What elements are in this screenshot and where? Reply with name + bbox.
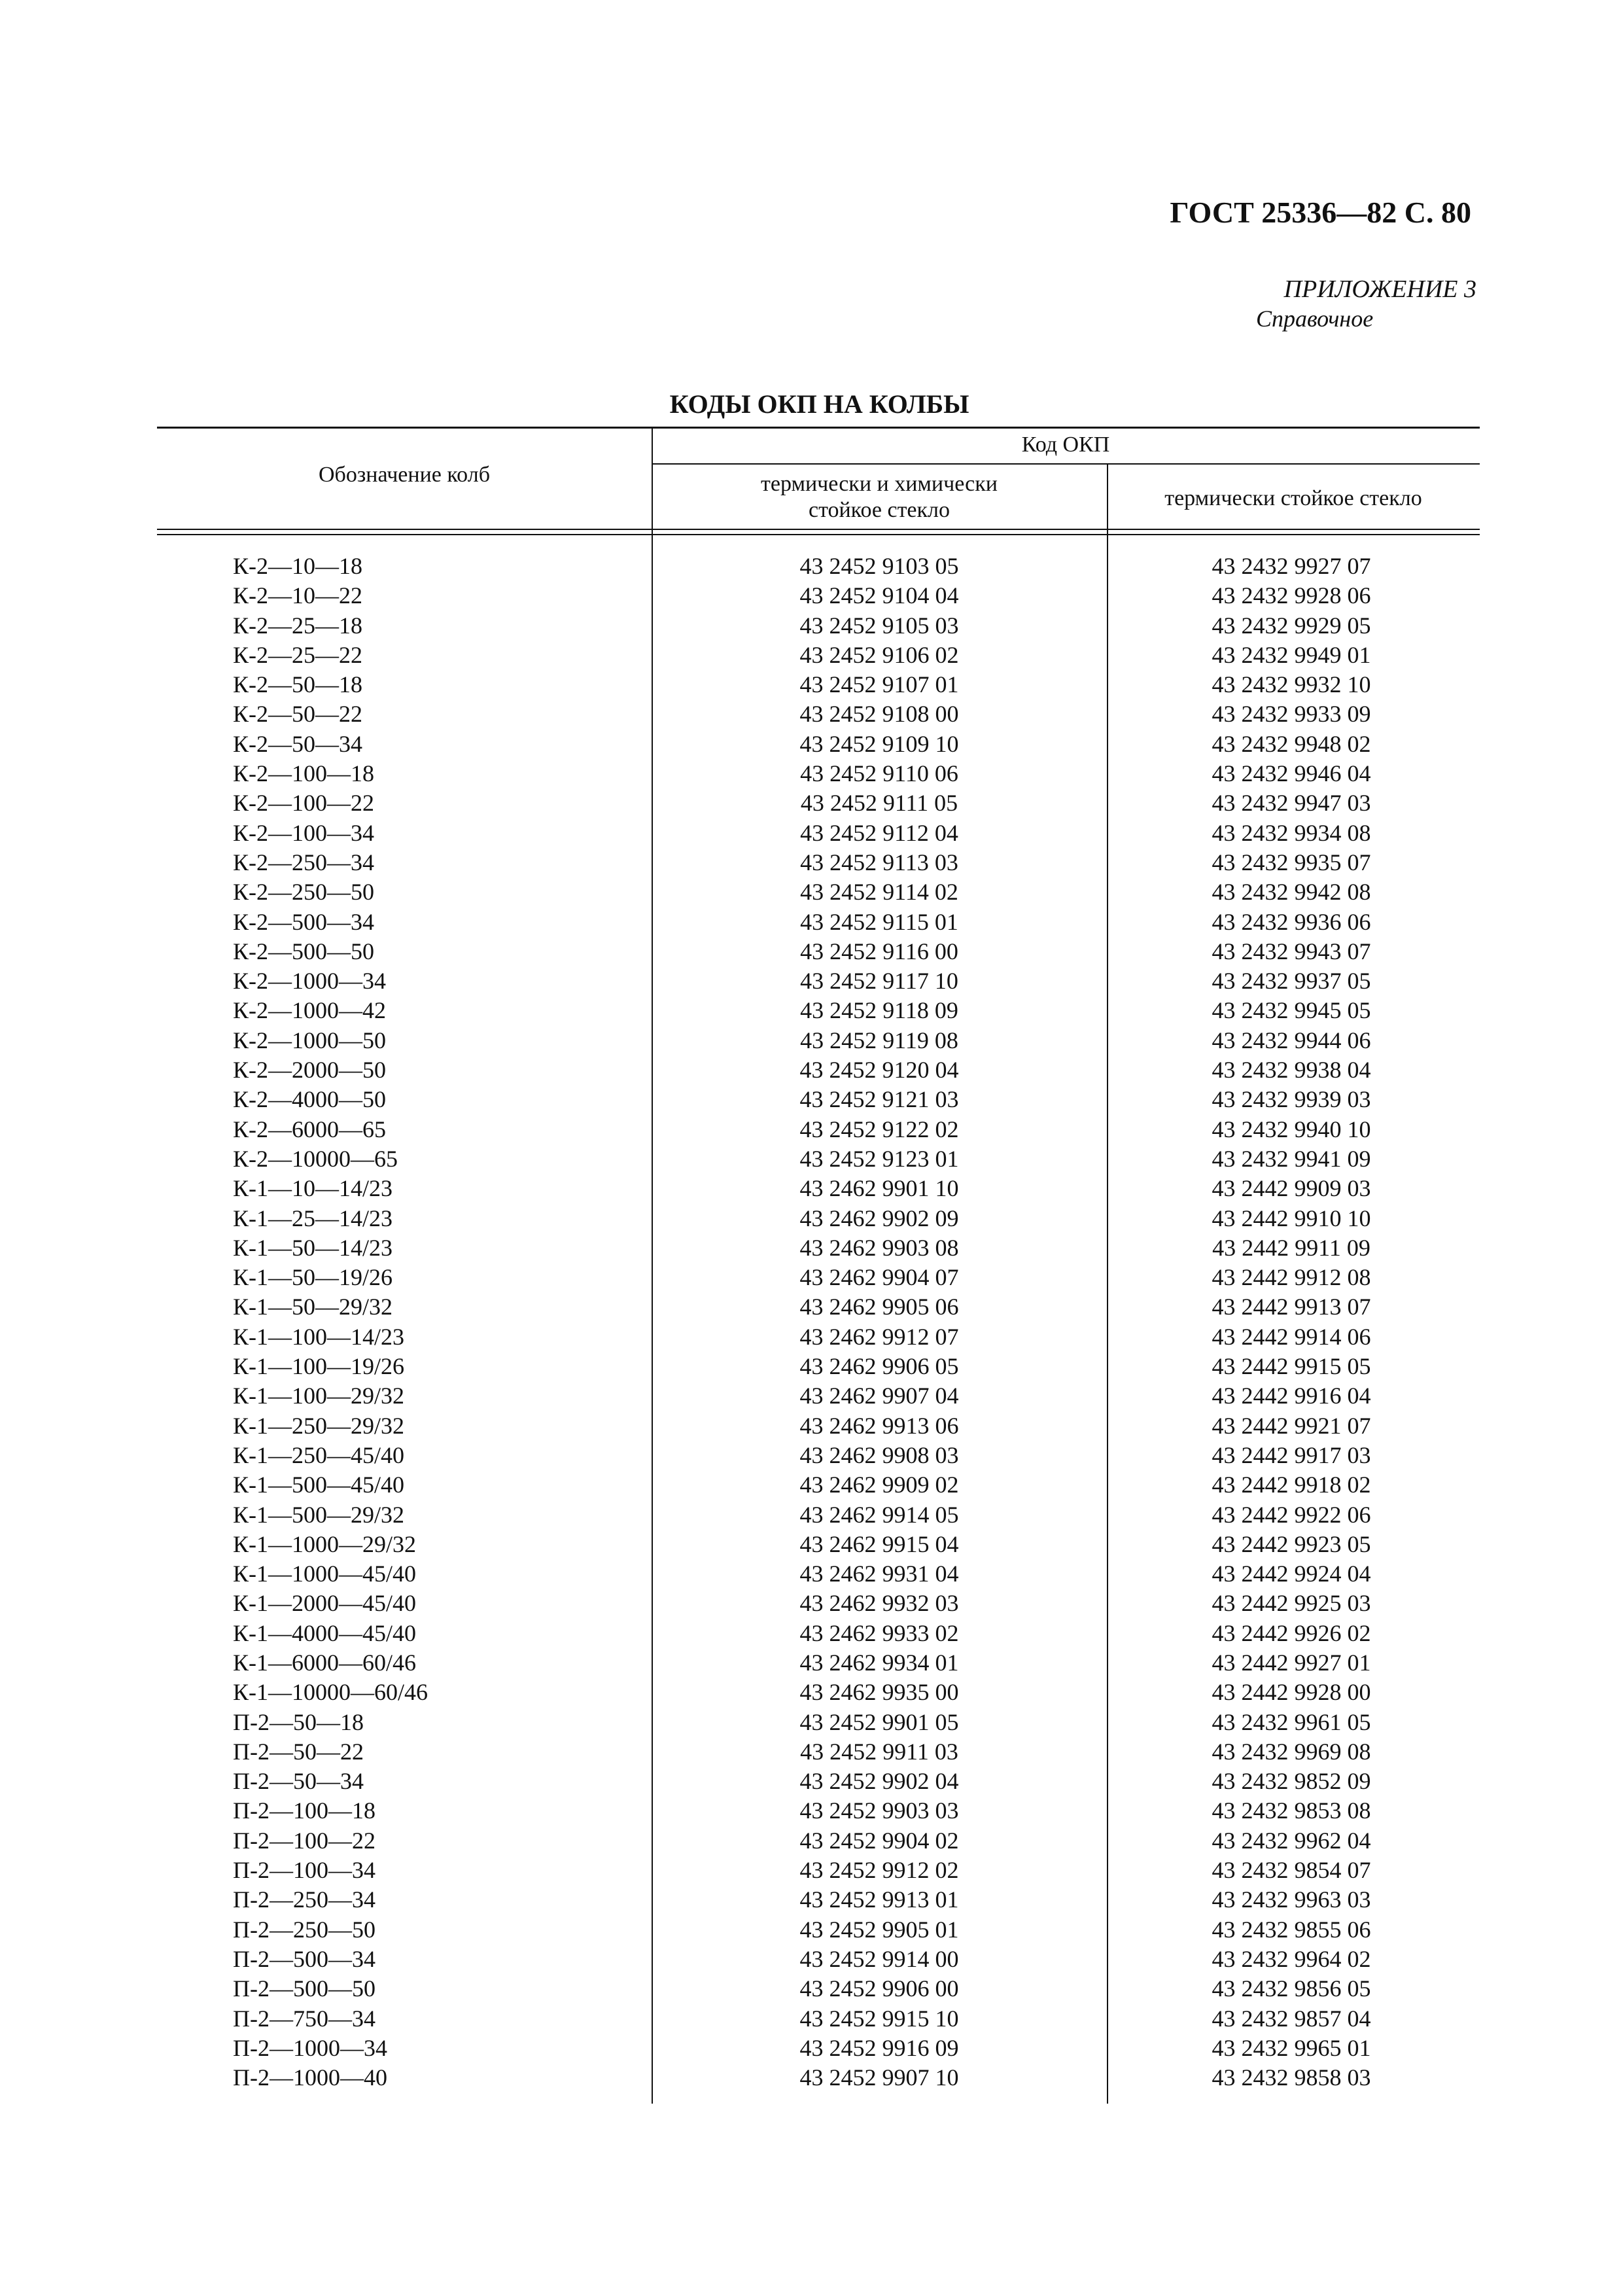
table-row [0,581,1623,610]
flask-designation: К-1—10000—60/46 [233,1679,428,1706]
okp-code-chem-resistant: 43 2462 9933 02 [799,1619,959,1646]
flask-designation: К-2—500—34 [233,908,374,935]
okp-code-thermal-resistant: 43 2442 9916 04 [1212,1383,1371,1409]
flask-designation: П-2—750—34 [233,2005,375,2032]
okp-code-thermal-resistant: 43 2432 9964 02 [1212,1945,1371,1972]
flask-designation: К-1—6000—60/46 [233,1649,417,1676]
table-row [0,1233,1623,1263]
header-okp-code: Код ОКП [1021,433,1110,457]
flask-designation: К-2—50—18 [233,671,362,698]
okp-code-thermal-resistant: 43 2432 9936 06 [1212,908,1371,935]
table-row [0,1055,1623,1085]
table-row [0,1648,1623,1678]
table-row [0,819,1623,848]
table-row [0,1856,1623,1885]
okp-code-thermal-resistant: 43 2432 9927 07 [1212,553,1371,579]
flask-designation: П-2—1000—40 [233,2064,387,2091]
okp-code-thermal-resistant: 43 2442 9912 08 [1212,1264,1371,1291]
flask-designation: П-2—100—22 [233,1827,375,1854]
okp-code-chem-resistant: 43 2452 9113 03 [800,849,958,875]
table-row [0,966,1623,996]
okp-code-thermal-resistant: 43 2432 9965 01 [1212,2034,1371,2061]
table-row [0,1026,1623,1055]
flask-designation: П-2—100—34 [233,1857,375,1884]
flask-designation: К-2—10—22 [233,582,362,609]
table-row [0,1174,1623,1203]
okp-code-thermal-resistant: 43 2432 9935 07 [1212,849,1371,875]
okp-code-chem-resistant: 43 2462 9912 07 [799,1323,959,1350]
okp-code-chem-resistant: 43 2462 9901 10 [799,1175,959,1202]
header-group-rule [652,463,1480,465]
okp-code-chem-resistant: 43 2452 9906 00 [799,1975,959,2002]
table-row [0,1945,1623,1974]
okp-code-chem-resistant: 43 2452 9915 10 [799,2005,959,2032]
okp-code-chem-resistant: 43 2452 9912 02 [799,1857,959,1884]
okp-code-chem-resistant: 43 2452 9106 02 [799,641,959,668]
table-row [0,1915,1623,1945]
table-row [0,1144,1623,1174]
table-row [0,1708,1623,1737]
okp-code-chem-resistant: 43 2462 9908 03 [799,1441,959,1468]
flask-designation: К-2—100—22 [233,790,374,817]
okp-code-chem-resistant: 43 2452 9115 01 [800,908,958,935]
okp-code-thermal-resistant: 43 2442 9913 07 [1212,1294,1371,1320]
flask-designation: П-2—500—34 [233,1945,375,1972]
okp-code-chem-resistant: 43 2452 9119 08 [800,1027,958,1053]
okp-code-chem-resistant: 43 2462 9932 03 [799,1590,959,1617]
okp-code-thermal-resistant: 43 2442 9928 00 [1212,1679,1371,1706]
flask-designation: П-2—50—18 [233,1708,364,1735]
table-row [0,1085,1623,1114]
okp-code-thermal-resistant: 43 2432 9856 05 [1212,1975,1371,2002]
table-row [0,1826,1623,1856]
okp-code-chem-resistant: 43 2462 9931 04 [799,1561,959,1587]
okp-code-chem-resistant: 43 2452 9911 03 [800,1738,958,1765]
table-row [0,2004,1623,2034]
okp-code-chem-resistant: 43 2462 9905 06 [799,1294,959,1320]
appendix-type: Справочное [1256,306,1374,332]
okp-code-chem-resistant: 43 2462 9914 05 [799,1501,959,1528]
okp-code-chem-resistant: 43 2452 9913 01 [799,1886,959,1913]
flask-designation: К-1—1000—29/32 [233,1530,417,1557]
flask-designation: К-1—2000—45/40 [233,1590,417,1617]
flask-designation: К-2—250—34 [233,849,374,875]
table-row [0,1974,1623,2004]
flask-designation: К-2—100—34 [233,819,374,846]
okp-code-chem-resistant: 43 2452 9914 00 [799,1945,959,1972]
table-row [0,1619,1623,1648]
flask-designation: К-1—100—14/23 [233,1323,405,1350]
okp-code-chem-resistant: 43 2452 9903 03 [799,1797,959,1824]
flask-designation: К-2—6000—65 [233,1116,386,1142]
okp-code-thermal-resistant: 43 2432 9939 03 [1212,1086,1371,1113]
flask-designation: П-2—50—22 [233,1738,364,1765]
okp-code-thermal-resistant: 43 2432 9946 04 [1212,760,1371,787]
table-row [0,1352,1623,1381]
okp-code-thermal-resistant: 43 2432 9933 09 [1212,701,1371,728]
flask-designation: К-1—1000—45/40 [233,1561,417,1587]
flask-designation: К-1—50—19/26 [233,1264,393,1291]
header-bottom-rule-1 [157,529,1480,530]
okp-code-chem-resistant: 43 2452 9105 03 [799,612,959,639]
okp-code-chem-resistant: 43 2452 9108 00 [799,701,959,728]
okp-code-thermal-resistant: 43 2432 9963 03 [1212,1886,1371,1913]
okp-code-chem-resistant: 43 2462 9935 00 [799,1679,959,1706]
flask-designation: К-1—25—14/23 [233,1205,393,1231]
okp-code-thermal-resistant: 43 2432 9852 09 [1212,1768,1371,1795]
okp-code-thermal-resistant: 43 2442 9918 02 [1212,1472,1371,1498]
okp-code-chem-resistant: 43 2452 9121 03 [799,1086,959,1113]
flask-designation: П-2—250—50 [233,1916,375,1943]
okp-code-chem-resistant: 43 2462 9913 06 [799,1412,959,1439]
okp-code-thermal-resistant: 43 2442 9915 05 [1212,1353,1371,1380]
header-bottom-rule-2 [157,534,1480,535]
okp-code-chem-resistant: 43 2452 9901 05 [799,1708,959,1735]
okp-code-thermal-resistant: 43 2432 9962 04 [1212,1827,1371,1854]
table-row [0,1767,1623,1796]
okp-code-thermal-resistant: 43 2432 9858 03 [1212,2064,1371,2091]
table-row [0,641,1623,670]
okp-code-chem-resistant: 43 2452 9907 10 [799,2064,959,2091]
appendix-label: ПРИЛОЖЕНИЕ 3 [1283,275,1476,303]
flask-designation: К-2—1000—50 [233,1027,386,1053]
flask-designation: К-2—100—18 [233,760,374,787]
table-row [0,1411,1623,1441]
okp-code-thermal-resistant: 43 2442 9923 05 [1212,1530,1371,1557]
table-row [0,908,1623,937]
table-title: КОДЫ ОКП НА КОЛБЫ [669,389,969,419]
table-row [0,1381,1623,1411]
table-top-rule [157,427,1480,429]
flask-designation: К-2—50—34 [233,730,362,757]
okp-code-thermal-resistant: 43 2432 9853 08 [1212,1797,1371,1824]
table-row [0,1470,1623,1500]
okp-code-thermal-resistant: 43 2432 9929 05 [1212,612,1371,639]
table-row [0,937,1623,966]
okp-code-thermal-resistant: 43 2432 9949 01 [1212,641,1371,668]
okp-code-chem-resistant: 43 2452 9116 00 [800,938,958,964]
flask-designation: П-2—100—18 [233,1797,375,1824]
okp-code-chem-resistant: 43 2452 9107 01 [799,671,959,698]
flask-designation: К-2—50—22 [233,701,362,728]
table-row [0,1530,1623,1559]
table-row [0,1292,1623,1322]
okp-code-chem-resistant: 43 2452 9123 01 [799,1145,959,1172]
table-body [0,552,1623,2093]
okp-code-thermal-resistant: 43 2442 9910 10 [1212,1205,1371,1231]
table-row [0,1204,1623,1233]
flask-designation: К-1—500—29/32 [233,1501,405,1528]
okp-code-chem-resistant: 43 2452 9120 04 [799,1057,959,1084]
okp-code-thermal-resistant: 43 2432 9945 05 [1212,997,1371,1024]
okp-code-thermal-resistant: 43 2432 9943 07 [1212,938,1371,964]
table-row [0,1885,1623,1915]
okp-code-thermal-resistant: 43 2442 9925 03 [1212,1590,1371,1617]
flask-designation: К-2—4000—50 [233,1086,386,1113]
flask-designation: К-1—250—45/40 [233,1441,405,1468]
flask-designation: П-2—500—50 [233,1975,375,2002]
okp-code-thermal-resistant: 43 2432 9941 09 [1212,1145,1371,1172]
okp-code-chem-resistant: 43 2452 9916 09 [799,2034,959,2061]
flask-designation: К-2—250—50 [233,879,374,906]
okp-code-chem-resistant: 43 2462 9907 04 [799,1383,959,1409]
table-row [0,2063,1623,2093]
okp-code-chem-resistant: 43 2452 9902 04 [799,1768,959,1795]
table-row [0,1115,1623,1144]
okp-code-chem-resistant: 43 2462 9904 07 [799,1264,959,1291]
flask-designation: К-1—100—29/32 [233,1383,405,1409]
okp-code-chem-resistant: 43 2452 9111 05 [800,790,958,817]
flask-designation: К-1—250—29/32 [233,1412,405,1439]
table-row [0,699,1623,729]
table-row [0,1559,1623,1589]
okp-code-thermal-resistant: 43 2442 9914 06 [1212,1323,1371,1350]
okp-code-chem-resistant: 43 2452 9103 05 [799,553,959,579]
okp-code-chem-resistant: 43 2462 9903 08 [799,1234,959,1261]
okp-code-thermal-resistant: 43 2442 9917 03 [1212,1441,1371,1468]
okp-code-chem-resistant: 43 2452 9109 10 [799,730,959,757]
okp-code-chem-resistant: 43 2452 9118 09 [800,997,958,1024]
okp-code-chem-resistant: 43 2462 9934 01 [799,1649,959,1676]
okp-code-thermal-resistant: 43 2432 9961 05 [1212,1708,1371,1735]
flask-designation: К-2—500—50 [233,938,374,964]
okp-code-thermal-resistant: 43 2432 9854 07 [1212,1857,1371,1884]
table-row [0,877,1623,907]
okp-code-thermal-resistant: 43 2442 9924 04 [1212,1561,1371,1587]
okp-code-thermal-resistant: 43 2432 9855 06 [1212,1916,1371,1943]
table-row [0,552,1623,581]
okp-code-chem-resistant: 43 2452 9905 01 [799,1916,959,1943]
flask-designation: П-2—250—34 [233,1886,375,1913]
okp-code-thermal-resistant: 43 2432 9969 08 [1212,1738,1371,1765]
flask-designation: К-2—25—22 [233,641,362,668]
table-row [0,1678,1623,1707]
okp-code-chem-resistant: 43 2462 9906 05 [799,1353,959,1380]
flask-designation: К-2—25—18 [233,612,362,639]
flask-designation: К-2—1000—34 [233,968,386,995]
okp-code-chem-resistant: 43 2452 9104 04 [799,582,959,609]
table-row [0,1500,1623,1530]
okp-code-thermal-resistant: 43 2442 9911 09 [1212,1234,1370,1261]
table-row [0,848,1623,877]
okp-code-thermal-resistant: 43 2432 9940 10 [1212,1116,1371,1142]
table-row [0,996,1623,1025]
table-row [0,1441,1623,1470]
okp-code-thermal-resistant: 43 2432 9937 05 [1212,968,1371,995]
flask-designation: К-2—2000—50 [233,1057,386,1084]
okp-code-chem-resistant: 43 2462 9902 09 [799,1205,959,1231]
okp-code-chem-resistant: 43 2452 9117 10 [800,968,958,995]
flask-designation: К-1—500—45/40 [233,1472,405,1498]
okp-code-chem-resistant: 43 2452 9904 02 [799,1827,959,1854]
okp-code-chem-resistant: 43 2452 9112 04 [800,819,958,846]
okp-code-thermal-resistant: 43 2442 9921 07 [1212,1412,1371,1439]
flask-designation: К-1—100—19/26 [233,1353,405,1380]
okp-code-chem-resistant: 43 2462 9915 04 [799,1530,959,1557]
flask-designation: П-2—50—34 [233,1768,364,1795]
okp-code-chem-resistant: 43 2452 9110 06 [800,760,958,787]
okp-code-thermal-resistant: 43 2432 9948 02 [1212,730,1371,757]
okp-code-thermal-resistant: 43 2432 9938 04 [1212,1057,1371,1084]
flask-designation: К-1—50—29/32 [233,1294,393,1320]
flask-designation: К-1—50—14/23 [233,1234,393,1261]
okp-code-thermal-resistant: 43 2432 9857 04 [1212,2005,1371,2032]
standard-header: ГОСТ 25336—82 С. 80 [1170,196,1471,229]
table-row [0,730,1623,759]
okp-code-thermal-resistant: 43 2442 9922 06 [1212,1501,1371,1528]
okp-code-thermal-resistant: 43 2432 9947 03 [1212,790,1371,817]
flask-designation: К-1—10—14/23 [233,1175,393,1202]
okp-code-thermal-resistant: 43 2432 9934 08 [1212,819,1371,846]
header-code2: термически стойкое стекло [1164,486,1422,510]
okp-code-thermal-resistant: 43 2432 9932 10 [1212,671,1371,698]
table-row [0,788,1623,818]
flask-designation: П-2—1000—34 [233,2034,387,2061]
okp-code-thermal-resistant: 43 2432 9944 06 [1212,1027,1371,1053]
flask-designation: К-2—10000—65 [233,1145,398,1172]
header-designation: Обозначение колб [319,463,490,487]
okp-code-chem-resistant: 43 2452 9114 02 [800,879,958,906]
table-row [0,1263,1623,1292]
table-row [0,1589,1623,1618]
table-row [0,670,1623,699]
okp-code-thermal-resistant: 43 2442 9926 02 [1212,1619,1371,1646]
okp-code-thermal-resistant: 43 2432 9928 06 [1212,582,1371,609]
table-row [0,1322,1623,1352]
table-row [0,611,1623,641]
okp-code-thermal-resistant: 43 2442 9909 03 [1212,1175,1371,1202]
flask-designation: К-1—4000—45/40 [233,1619,417,1646]
table-row [0,1796,1623,1826]
flask-designation: К-2—1000—42 [233,997,386,1024]
okp-code-chem-resistant: 43 2452 9122 02 [799,1116,959,1142]
okp-code-thermal-resistant: 43 2432 9942 08 [1212,879,1371,906]
table-row [0,759,1623,788]
header-code1-line1: термически и химически [761,472,998,496]
okp-code-chem-resistant: 43 2462 9909 02 [799,1472,959,1498]
table-row [0,1737,1623,1767]
header-code1-line2: стойкое стекло [808,498,951,522]
table-row [0,2034,1623,2063]
flask-designation: К-2—10—18 [233,553,362,579]
okp-code-thermal-resistant: 43 2442 9927 01 [1212,1649,1371,1676]
